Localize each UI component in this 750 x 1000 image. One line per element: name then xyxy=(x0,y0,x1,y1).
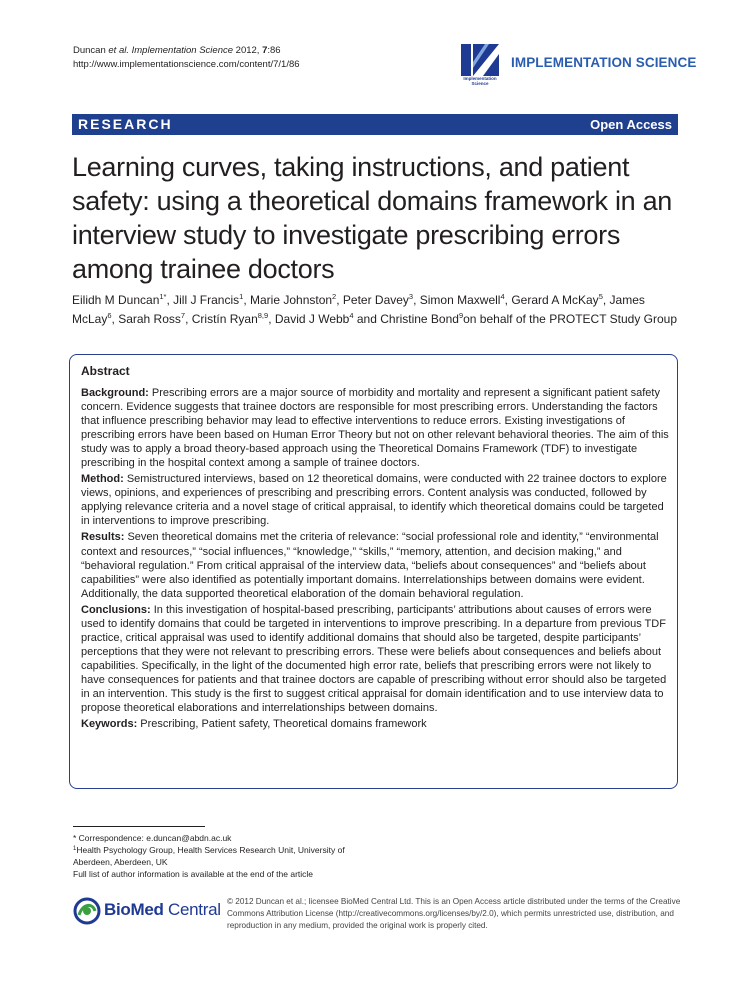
abstract-keywords: Keywords: Prescribing, Patient safety, Theoretical domains framework xyxy=(81,718,427,731)
open-access-label: Open Access xyxy=(590,117,672,132)
author-affiliation-sup: 1 xyxy=(239,292,244,301)
full-author-info-note: Full list of author information is available at the end of the article xyxy=(73,869,314,879)
author-affiliation-sup: 5 xyxy=(598,292,603,301)
author-affiliation-sup: 6 xyxy=(107,311,112,320)
author-list: Eilidh M Duncan$^{1*}$, Jill J Francis$^1$, Marie Johnston$^2$, Peter Davey$^3$, Simon Maxwell$^4$, Gerard A McKay$^5$, James McLay$^6$, Sarah Ross$^7$, Cristín Ryan$^{8,9}$, David J Webb$^4$ and Christine Bond$^9$on behalf of the PROTECT Study Group xyxy=(72,292,678,326)
journal-logo xyxy=(461,44,697,86)
author-affiliation-sup: 7 xyxy=(180,311,186,320)
citation-line: Duncan et al. Implementation Science 2012, 7:86 xyxy=(73,45,281,56)
author-name: Eilidh M Duncan xyxy=(72,293,160,307)
author-name: Christine Bond xyxy=(380,312,459,326)
author-affiliation-sup: 1* xyxy=(159,292,167,301)
abstract-results: Results: Seven theoretical domains met the criteria of relevance: “social professional role and identity,” “environmental context and resources,” “social influences,” “knowledge,” “skills,” “memory, attention, and decision making,” and “behavioral regulation.” From critical appraisal of the interview data, “beliefs about consequences” and “beliefs about capabilities” were also identified as potentially important domains. Interrelationships between domains were evident. Additionally, the data supported theoretical elaboration of the domain behavioral regulation. xyxy=(81,531,659,600)
author-affiliation-sup: 4 xyxy=(500,292,505,301)
article-url[interactable]: http://www.implementationscience.com/content/7/1/86 xyxy=(73,59,300,70)
abstract-background: Background: Prescribing errors are a major source of morbidity and mortality and represent a significant patient safety concern. Evidence suggests that trainee doctors are responsible for most prescribing errors. Understanding the factors that influence prescribing behavior may lead to effective interventions to reduce errors. Existing investigations of prescribing errors have been based on Human Error Theory but not on other relevant behavioral theories. The aim of this study was to apply a broad theory-based approach using the Theoretical Domains Framework (TDF) to investigate prescribing in the hospital context among a sample of trainee doctors. xyxy=(81,387,669,470)
author-name: Peter Davey xyxy=(342,293,409,307)
citation-header xyxy=(73,44,300,72)
abstract-body xyxy=(81,386,669,733)
section-banner xyxy=(72,114,678,135)
author-name: James McLay xyxy=(72,293,645,326)
abstract-heading: Abstract xyxy=(81,364,130,378)
author-name: Simon Maxwell xyxy=(419,293,501,307)
abstract-box xyxy=(69,354,678,789)
footnotes xyxy=(73,832,373,880)
abstract-conclusions: Conclusions: In this investigation of hospital-based prescribing, participants’ attributions about causes of errors were used to identify domains that could be targeted in interventions to improve prescribing. In a departure from previous TDF practice, critical appraisal was used to identify additional domains that should also be targeted, despite participants’ perceptions that they were not relevant to prescribing errors. These were beliefs about consequences and beliefs about capabilities. Specifically, in the light of the documented high error rate, beliefs that prescribing errors were not likely to have consequences for patients and that trainee doctors are capable of prescribing without error should also be targeted in an intervention. This study is the first to suggest critical appraisal for domain identification and to use interview data to propose theoretical elaborations and interrelationships between domains. xyxy=(81,603,667,715)
copyright-notice: © 2012 Duncan et al.; licensee BioMed Central Ltd. This is an Open Access article distributed under the terms of the Creative Commons Attribution License (http://creativecommons.org/licenses/by/2.0), which permits unrestricted use, distribution, and reproduction in any medium, provided the original work is properly cited. xyxy=(227,897,681,930)
author-affiliation-sup: 9 xyxy=(458,311,464,320)
author-name: Sarah Ross xyxy=(118,312,181,326)
author-name: Marie Johnston xyxy=(250,293,333,307)
author-group: on behalf of the PROTECT Study Group xyxy=(463,312,678,326)
author-affiliation-sup: 2 xyxy=(332,292,337,301)
section-label: RESEARCH xyxy=(78,116,173,132)
logo-subtitle: Implementation Science xyxy=(463,76,497,86)
author-conjunction: and xyxy=(353,312,381,326)
author-name: Cristín Ryan xyxy=(191,312,258,326)
author-affiliation-sup: 3 xyxy=(408,292,414,301)
author-affiliation-sup: 8,9 xyxy=(257,311,269,320)
author-affiliation-sup: 4 xyxy=(349,311,354,320)
author-name: David J Webb xyxy=(274,312,350,326)
affiliation: $^1$Health Psychology Group, Health Services Research Unit, University of Aberdeen, Aberdeen, UK xyxy=(73,845,345,867)
biomed-central-logo xyxy=(73,895,221,925)
journal-name: IMPLEMENTATION SCIENCE xyxy=(511,55,697,70)
author-name: Gerard A McKay xyxy=(511,293,599,307)
biomed-central-swirl-icon xyxy=(73,897,101,925)
author-name: Jill J Francis xyxy=(173,293,240,307)
abstract-method: Method: Semistructured interviews, based on 12 theoretical domains, were conducted with 22 trainee doctors to explore views, opinions, and experiences of prescribing and prescribing errors. Content analysis was conducted, followed by applying relevance criteria and a novel stage of critical appraisal, to identify which theoretical domains could be targeted in interventions to improve prescribing. xyxy=(81,473,667,528)
implementation-science-logo-icon xyxy=(461,44,499,76)
footnote-divider xyxy=(73,826,205,827)
correspondence: * Correspondence: e.duncan@abdn.ac.uk xyxy=(73,833,232,843)
article-title: Learning curves, taking instructions, and patient safety: using a theoretical domains framework in an interview study to investigate prescribing errors among trainee doctors xyxy=(72,152,673,284)
biomed-central-name: BioMed Central xyxy=(104,900,221,919)
